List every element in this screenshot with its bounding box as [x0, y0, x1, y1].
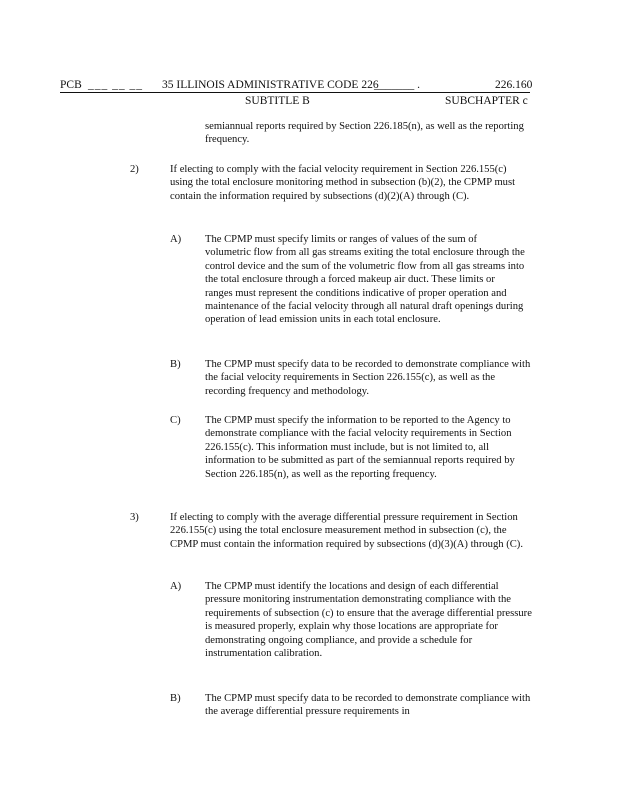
item-3B-label: B): [170, 693, 181, 704]
item-3-number: 3): [130, 512, 139, 523]
item-3B-text: The CPMP must specify data to be recorded to demonstrate compliance with the average differential pressure requirements in: [205, 693, 531, 718]
header-title: 35 ILLINOIS ADMINISTRATIVE CODE 226: [162, 79, 379, 91]
item-2A-label: A): [170, 234, 182, 245]
item-3A-label: A): [170, 581, 182, 592]
item-2B-label: B): [170, 359, 181, 370]
item-2C-text: The CPMP must specify the information to be reported to the Agency to demonstrate compliance with the facial velocity requirements in Section 226.155(c). This information must include, but is not limited to, all information to be submitted as part of the semiannual reports required by Section 226.185(n), as well as the reporting frequency.: [205, 415, 515, 480]
item-3A-text: The CPMP must identify the locations and design of each differential pressure monitoring instrumentation demonstrating compliance with the requirements of subsection (c) to ensure that the average differential pressure is measured properly, explain why those locations are appropriate for demonstrating ongoing compliance, and provide a schedule for instrumentation calibration.: [205, 581, 532, 660]
item-2C-label: C): [170, 415, 181, 426]
item-3-text: If electing to comply with the average differential pressure requirement in Section 226.155(c) using the total enclosure measurement method in subsection (c), the CPMP must contain the information required by subsections (d)(3)(A) through (C).: [170, 512, 523, 550]
header-rule: [60, 92, 530, 93]
continuation-paragraph: semiannual reports required by Section 226.185(n), as well as the reporting frequency.: [205, 121, 524, 146]
header-left-blank: ___ __ __: [88, 79, 143, 91]
item-2-text: If electing to comply with the facial velocity requirement in Section 226.155(c) using the total enclosure monitoring method in subsection (b)(2), the CPMP must contain the information required by subsections (d)(2)(A) through (C).: [170, 164, 516, 202]
header-section: 226.160: [495, 79, 533, 91]
item-2A-text: The CPMP must specify limits or ranges of values of the sum of volumetric flow from all gas streams exiting the total enclosure through the control device and the sum of the volumetric flow from all gas streams into the total enclosure through a forced makeup air duct. These limits or ranges must represent the conditions indicative of proper operation and maintenance of the facial velocity through all natural draft openings during operation of lead emission units in each total enclosure.: [205, 234, 525, 326]
header-title-blank: _______ .: [374, 79, 420, 91]
header-left: PCB: [60, 79, 82, 91]
header-subtitle: SUBTITLE B: [245, 95, 310, 107]
header-subchapter: SUBCHAPTER c: [445, 95, 528, 107]
item-2B-text: The CPMP must specify data to be recorded to demonstrate compliance with the facial velocity requirements in Section 226.155(c), as well as the recording frequency and methodology.: [205, 359, 531, 397]
item-2-number: 2): [130, 164, 139, 175]
